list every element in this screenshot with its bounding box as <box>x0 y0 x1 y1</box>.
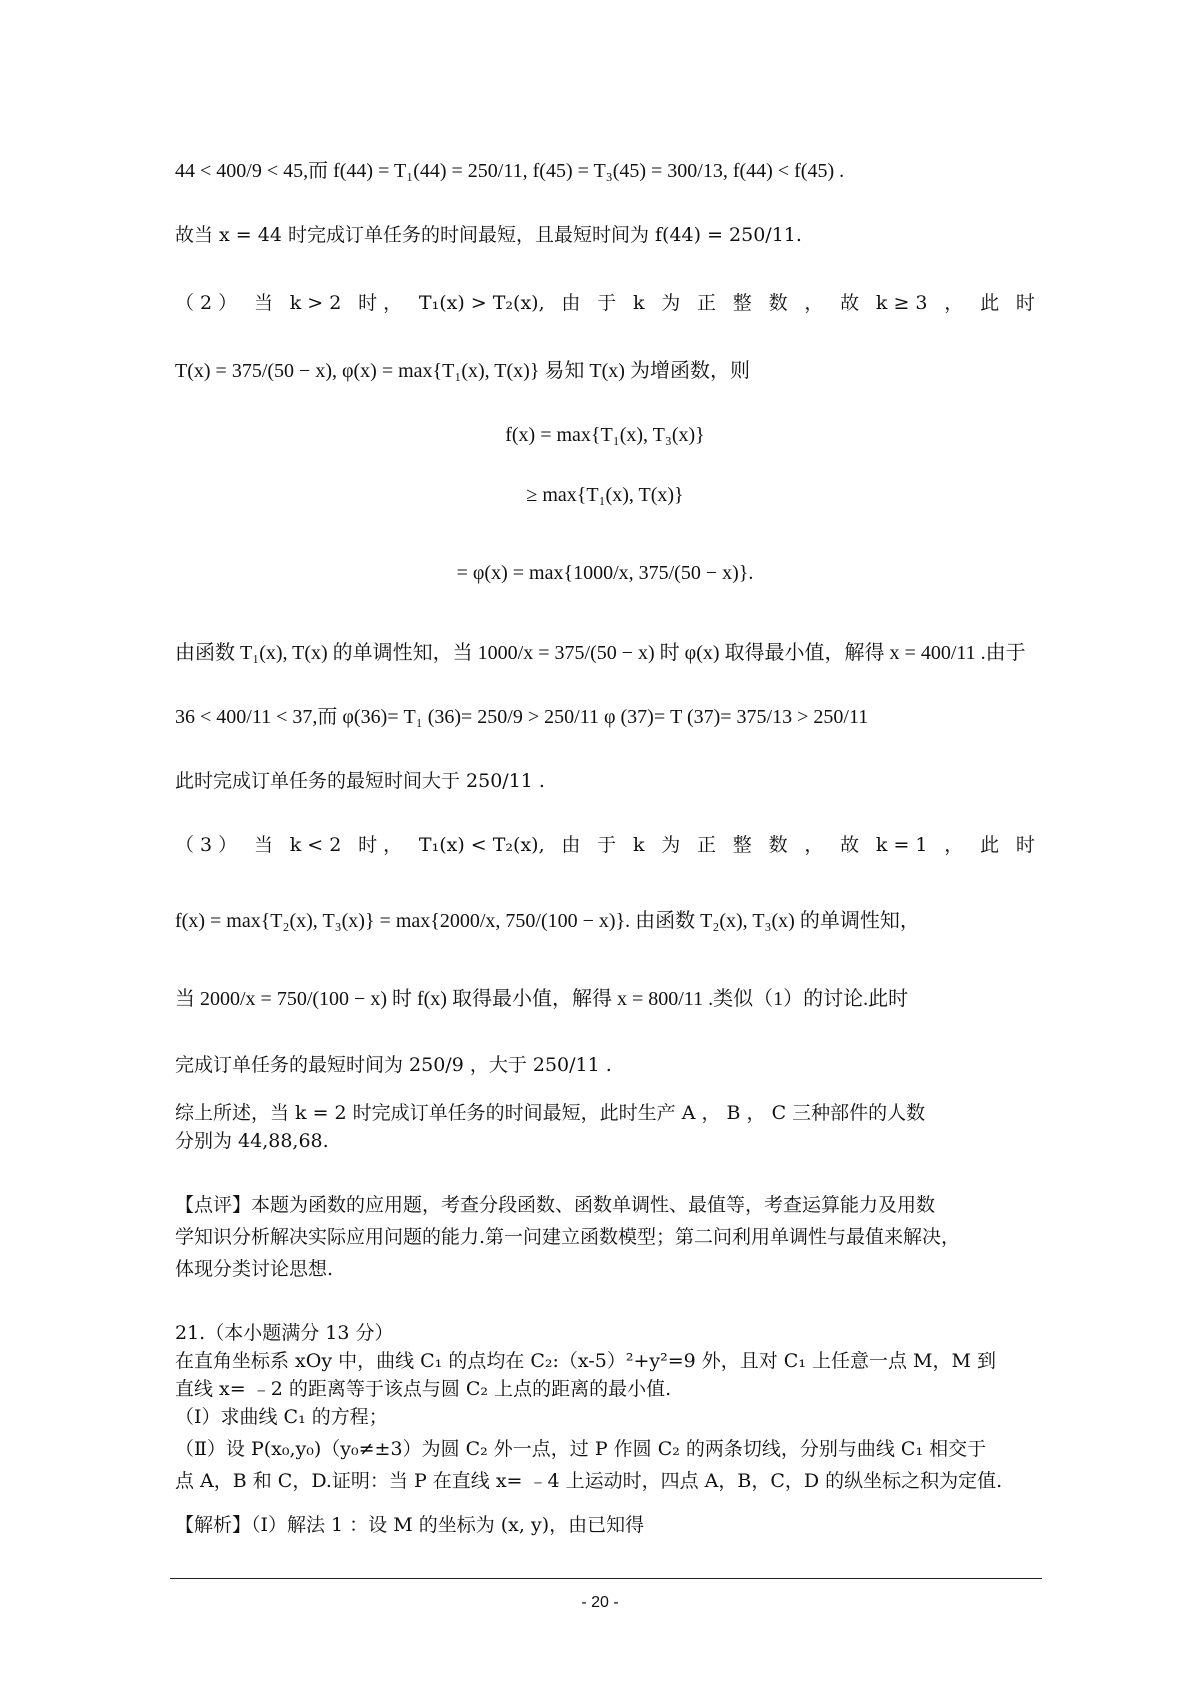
text-segment: 于 <box>597 834 617 856</box>
text-line: 21.（本小题满分 13 分） <box>175 1322 394 1344</box>
text-line: 综上所述，当 k = 2 时完成订单任务的时间最短，此时生产 A ， B ， C 三种部件的人数 <box>175 1102 926 1124</box>
text-segment: 故 <box>840 292 860 314</box>
text-segment: ， <box>804 834 824 856</box>
text-segment: ， <box>804 292 824 314</box>
display-equation: = φ(x) = max{1000/x, 375/(50 − x)}. <box>456 562 754 584</box>
text-segment: 为 <box>661 834 681 856</box>
text-segment: 当 <box>253 292 273 314</box>
display-equation: f(x) = max{T₁(x), T₃(x)} <box>505 424 705 446</box>
text-segment: （ 3 ） <box>175 834 238 856</box>
text-line: （Ⅱ）设 P(x₀,y₀)（y₀≠±3）为圆 C₂ 外一点，过 P 作圆 C₂ 的两条切线，分别与曲线 C₁ 相交于 <box>175 1438 987 1460</box>
display-equation: ≥ max{T₁(x), T(x)} <box>526 484 684 506</box>
text-line: 分别为 44,88,68. <box>175 1130 329 1152</box>
text-line: 体现分类讨论思想. <box>175 1258 334 1280</box>
text-segment: k < 2 <box>289 834 342 856</box>
text-segment: ， <box>944 292 964 314</box>
text-segment: 时 ， <box>358 292 403 314</box>
text-line: 完成订单任务的最短时间为 250/9 ，大于 250/11 . <box>175 1054 612 1076</box>
text-segment: k = 1 <box>875 834 928 856</box>
text-segment: ， <box>944 834 964 856</box>
text-line: 此时完成订单任务的最短时间大于 250/11 . <box>175 770 545 792</box>
text-segment: k <box>632 834 645 856</box>
text-line: T(x) = 375/(50 − x), φ(x) = max{T₁(x), T(x)} 易知 T(x) 为增函数，则 <box>175 360 750 382</box>
text-segment: T₁(x) < T₂(x), <box>418 834 545 856</box>
text-segment: 正 <box>697 292 717 314</box>
text-segment: 整 <box>732 292 752 314</box>
text-segment: 此 <box>980 834 1000 856</box>
text-segment: 为 <box>661 292 681 314</box>
text-segment: 时 ， <box>358 834 403 856</box>
text-segment: 正 <box>697 834 717 856</box>
text-segment: 时 <box>1015 292 1035 314</box>
text-line-justified <box>175 290 1035 316</box>
text-line: 36 < 400/11 < 37,而 φ(36)= T₁ (36)= 250/9 > 250/11 φ (37)= T (37)= 375/13 > 250/11 <box>175 706 869 728</box>
text-segment: T₁(x) > T₂(x), <box>418 292 545 314</box>
text-segment: k > 2 <box>289 292 342 314</box>
text-line: 44 < 400/9 < 45,而 f(44) = T₁(44) = 250/11, f(45) = T₃(45) = 300/13, f(44) < f(45) . <box>175 160 845 182</box>
text-segment: 整 <box>732 834 752 856</box>
text-line-justified <box>175 832 1035 858</box>
text-line: 【点评】本题为函数的应用题，考查分段函数、函数单调性、最值等，考查运算能力及用数 <box>175 1194 936 1216</box>
footer-divider <box>170 1578 1042 1579</box>
text-segment: 当 <box>253 834 273 856</box>
text-segment: 由 <box>561 292 581 314</box>
text-line: 在直角坐标系 xOy 中，曲线 C₁ 的点均在 C₂:（x-5）²+y²=9 外，且对 C₁ 上任意一点 M，M 到 <box>175 1350 996 1372</box>
text-line: 【解析】（Ⅰ）解法 1 ：设 M 的坐标为 (x, y)，由已知得 <box>175 1514 645 1536</box>
text-line: f(x) = max{T₂(x), T₃(x)} = max{2000/x, 750/(100 − x)}. 由函数 T₂(x), T₃(x) 的单调性知， <box>175 910 920 932</box>
text-line: 点 A，B 和 C，D.证明：当 P 在直线 x= ﹣4 上运动时，四点 A，B，C，D 的纵坐标之积为定值. <box>175 1470 1003 1492</box>
text-segment: k ≥ 3 <box>875 292 928 314</box>
text-line: 当 2000/x = 750/(100 − x) 时 f(x) 取得最小值，解得 x = 800/11 .类似（1）的讨论.此时 <box>175 988 909 1010</box>
text-segment: 此 <box>980 292 1000 314</box>
text-segment: （ 2 ） <box>175 292 238 314</box>
text-segment: k <box>632 292 645 314</box>
text-line: 直线 x= ﹣2 的距离等于该点与圆 C₂ 上点的距离的最小值. <box>175 1378 672 1400</box>
text-segment: 时 <box>1015 834 1035 856</box>
text-line: （Ⅰ）求曲线 C₁ 的方程； <box>175 1406 388 1428</box>
text-line: 故当 x = 44 时完成订单任务的时间最短，且最短时间为 f(44) = 250/11. <box>175 224 802 246</box>
text-segment: 数 <box>768 292 788 314</box>
text-segment: 故 <box>840 834 860 856</box>
text-segment: 由 <box>561 834 581 856</box>
text-line: 由函数 T₁(x), T(x) 的单调性知，当 1000/x = 375/(50 − x) 时 φ(x) 取得最小值，解得 x = 400/11 .由于 <box>175 642 1026 664</box>
text-line: 学知识分析解决实际应用问题的能力.第一问建立函数模型；第二问利用单调性与最值来解决， <box>175 1226 961 1248</box>
text-segment: 数 <box>768 834 788 856</box>
page-number: - 20 - <box>581 1594 619 1611</box>
text-segment: 于 <box>597 292 617 314</box>
